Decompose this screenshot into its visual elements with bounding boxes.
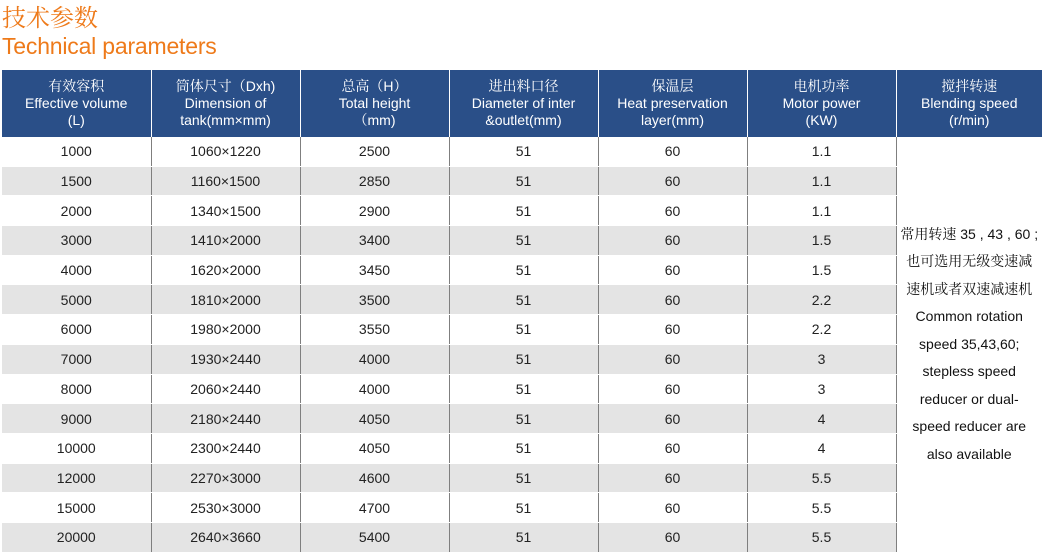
column-header-unit: (KW) [805, 112, 838, 128]
cell-dimension: 1980×2000 [151, 315, 300, 345]
note-line: stepless speed [922, 363, 1016, 380]
cell-diameter: 51 [449, 166, 598, 196]
table-row [2, 226, 1042, 256]
table-row [2, 522, 1042, 552]
cell-volume: 2000 [2, 196, 151, 226]
cell-power: 1.1 [747, 137, 896, 166]
cell-height: 2500 [300, 137, 449, 166]
cell-insulation: 60 [598, 137, 747, 166]
column-header-cn: 进出料口径 [488, 78, 559, 94]
column-header-height [300, 70, 449, 137]
cell-power: 1.1 [747, 166, 896, 196]
table-row [2, 166, 1042, 196]
cell-insulation: 60 [598, 374, 747, 404]
cell-power: 3 [747, 344, 896, 374]
cell-diameter: 51 [449, 404, 598, 434]
table-row [2, 463, 1042, 493]
column-header-diameter [449, 70, 598, 137]
note-line: also available [926, 445, 1012, 462]
title-english: Technical parameters [2, 33, 217, 59]
cell-volume: 7000 [2, 344, 151, 374]
cell-height: 4000 [300, 344, 449, 374]
note-line: 也可选用无级变速减 [906, 253, 1033, 270]
cell-volume: 4000 [2, 255, 151, 285]
cell-power: 5.5 [747, 493, 896, 523]
cell-height: 5400 [300, 522, 449, 552]
cell-power: 5.5 [747, 463, 896, 493]
cell-power: 4 [747, 433, 896, 463]
table-row [2, 285, 1042, 315]
cell-dimension: 1340×1500 [151, 196, 300, 226]
table-row [2, 404, 1042, 434]
cell-power: 2.2 [747, 285, 896, 315]
cell-dimension: 1930×2440 [151, 344, 300, 374]
column-header-en: Motor power [782, 95, 861, 111]
table-row [2, 374, 1042, 404]
column-header-speed [896, 70, 1042, 137]
cell-height: 3500 [300, 285, 449, 315]
cell-diameter: 51 [449, 433, 598, 463]
cell-height: 4050 [300, 404, 449, 434]
cell-diameter: 51 [449, 226, 598, 256]
cell-volume: 1500 [2, 166, 151, 196]
cell-insulation: 60 [598, 522, 747, 552]
note-line: 常用转速 35 , 43 , 60 ; [900, 225, 1039, 242]
cell-diameter: 51 [449, 463, 598, 493]
cell-power: 2.2 [747, 315, 896, 345]
cell-insulation: 60 [598, 226, 747, 256]
cell-power: 3 [747, 374, 896, 404]
column-header-power [747, 70, 896, 137]
cell-insulation: 60 [598, 166, 747, 196]
note-line: reducer or dual- [919, 390, 1019, 407]
column-header-unit: (r/min) [949, 112, 990, 128]
cell-dimension: 1410×2000 [151, 226, 300, 256]
table-body [2, 137, 1042, 552]
cell-power: 1.5 [747, 226, 896, 256]
cell-volume: 1000 [2, 137, 151, 166]
cell-volume: 5000 [2, 285, 151, 315]
column-header-cn: 保温层 [651, 78, 694, 94]
column-header-unit: &outlet(mm) [485, 112, 562, 128]
cell-dimension: 1160×1500 [151, 166, 300, 196]
column-header-dimension [151, 70, 300, 137]
cell-volume: 8000 [2, 374, 151, 404]
table-row [2, 315, 1042, 345]
cell-volume: 20000 [2, 522, 151, 552]
column-header-en: Dimension of [184, 95, 267, 111]
cell-diameter: 51 [449, 196, 598, 226]
cell-insulation: 60 [598, 433, 747, 463]
cell-height: 4600 [300, 463, 449, 493]
cell-volume: 3000 [2, 226, 151, 256]
cell-insulation: 60 [598, 315, 747, 345]
column-header-unit: layer(mm) [641, 112, 704, 128]
cell-dimension: 2300×2440 [151, 433, 300, 463]
cell-volume: 15000 [2, 493, 151, 523]
cell-height: 4700 [300, 493, 449, 523]
column-header-unit: （mm) [353, 112, 396, 128]
cell-dimension: 2640×3660 [151, 522, 300, 552]
table-row [2, 433, 1042, 463]
cell-height: 2900 [300, 196, 449, 226]
table-row [2, 255, 1042, 285]
title-chinese: 技术参数 [2, 4, 98, 32]
column-header-en: Effective volume [25, 95, 128, 111]
cell-power: 1.1 [747, 196, 896, 226]
cell-dimension: 1620×2000 [151, 255, 300, 285]
column-header-cn: 有效容积 [48, 78, 105, 94]
cell-diameter: 51 [449, 255, 598, 285]
table-row [2, 344, 1042, 374]
cell-height: 4000 [300, 374, 449, 404]
blending-speed-note [896, 137, 1042, 552]
column-header-cn: 电机功率 [793, 78, 850, 94]
cell-insulation: 60 [598, 344, 747, 374]
column-header-en: Diameter of inter [471, 95, 576, 111]
column-header-en: Total height [338, 95, 411, 111]
column-header-cn: 筒体尺寸（Dxh) [175, 78, 276, 94]
table-row [2, 196, 1042, 226]
table-row [2, 137, 1042, 166]
cell-insulation: 60 [598, 196, 747, 226]
column-header-en: Blending speed [920, 95, 1018, 111]
cell-volume: 9000 [2, 404, 151, 434]
cell-diameter: 51 [449, 344, 598, 374]
cell-height: 4050 [300, 433, 449, 463]
cell-diameter: 51 [449, 285, 598, 315]
cell-insulation: 60 [598, 255, 747, 285]
table-row [2, 493, 1042, 523]
cell-insulation: 60 [598, 463, 747, 493]
cell-dimension: 2530×3000 [151, 493, 300, 523]
cell-volume: 10000 [2, 433, 151, 463]
cell-height: 3550 [300, 315, 449, 345]
cell-power: 5.5 [747, 522, 896, 552]
parameters-table [2, 70, 1042, 553]
column-header-volume [2, 70, 151, 137]
cell-diameter: 51 [449, 374, 598, 404]
note-line: speed 35,43,60; [919, 335, 1020, 352]
note-line: 速机或者双速减速机 [906, 280, 1033, 297]
cell-dimension: 1810×2000 [151, 285, 300, 315]
note-line: speed reducer are [912, 418, 1027, 435]
column-header-unit: tank(mm×mm) [180, 112, 271, 128]
cell-dimension: 2270×3000 [151, 463, 300, 493]
cell-insulation: 60 [598, 285, 747, 315]
cell-height: 3450 [300, 255, 449, 285]
cell-height: 2850 [300, 166, 449, 196]
column-header-en: Heat preservation [617, 95, 728, 111]
cell-insulation: 60 [598, 493, 747, 523]
column-header-insulation [598, 70, 747, 137]
cell-insulation: 60 [598, 404, 747, 434]
cell-power: 4 [747, 404, 896, 434]
cell-diameter: 51 [449, 493, 598, 523]
cell-dimension: 1060×1220 [151, 137, 300, 166]
note-line: Common rotation [915, 308, 1023, 325]
column-header-cn: 总高（H） [341, 78, 408, 94]
column-header-cn: 搅拌转速 [941, 78, 998, 94]
column-header-unit: (L) [67, 112, 85, 128]
cell-dimension: 2180×2440 [151, 404, 300, 434]
table-header-row [2, 70, 1042, 137]
cell-diameter: 51 [449, 315, 598, 345]
cell-volume: 6000 [2, 315, 151, 345]
cell-volume: 12000 [2, 463, 151, 493]
cell-diameter: 51 [449, 522, 598, 552]
cell-height: 3400 [300, 226, 449, 256]
cell-dimension: 2060×2440 [151, 374, 300, 404]
cell-power: 1.5 [747, 255, 896, 285]
cell-diameter: 51 [449, 137, 598, 166]
